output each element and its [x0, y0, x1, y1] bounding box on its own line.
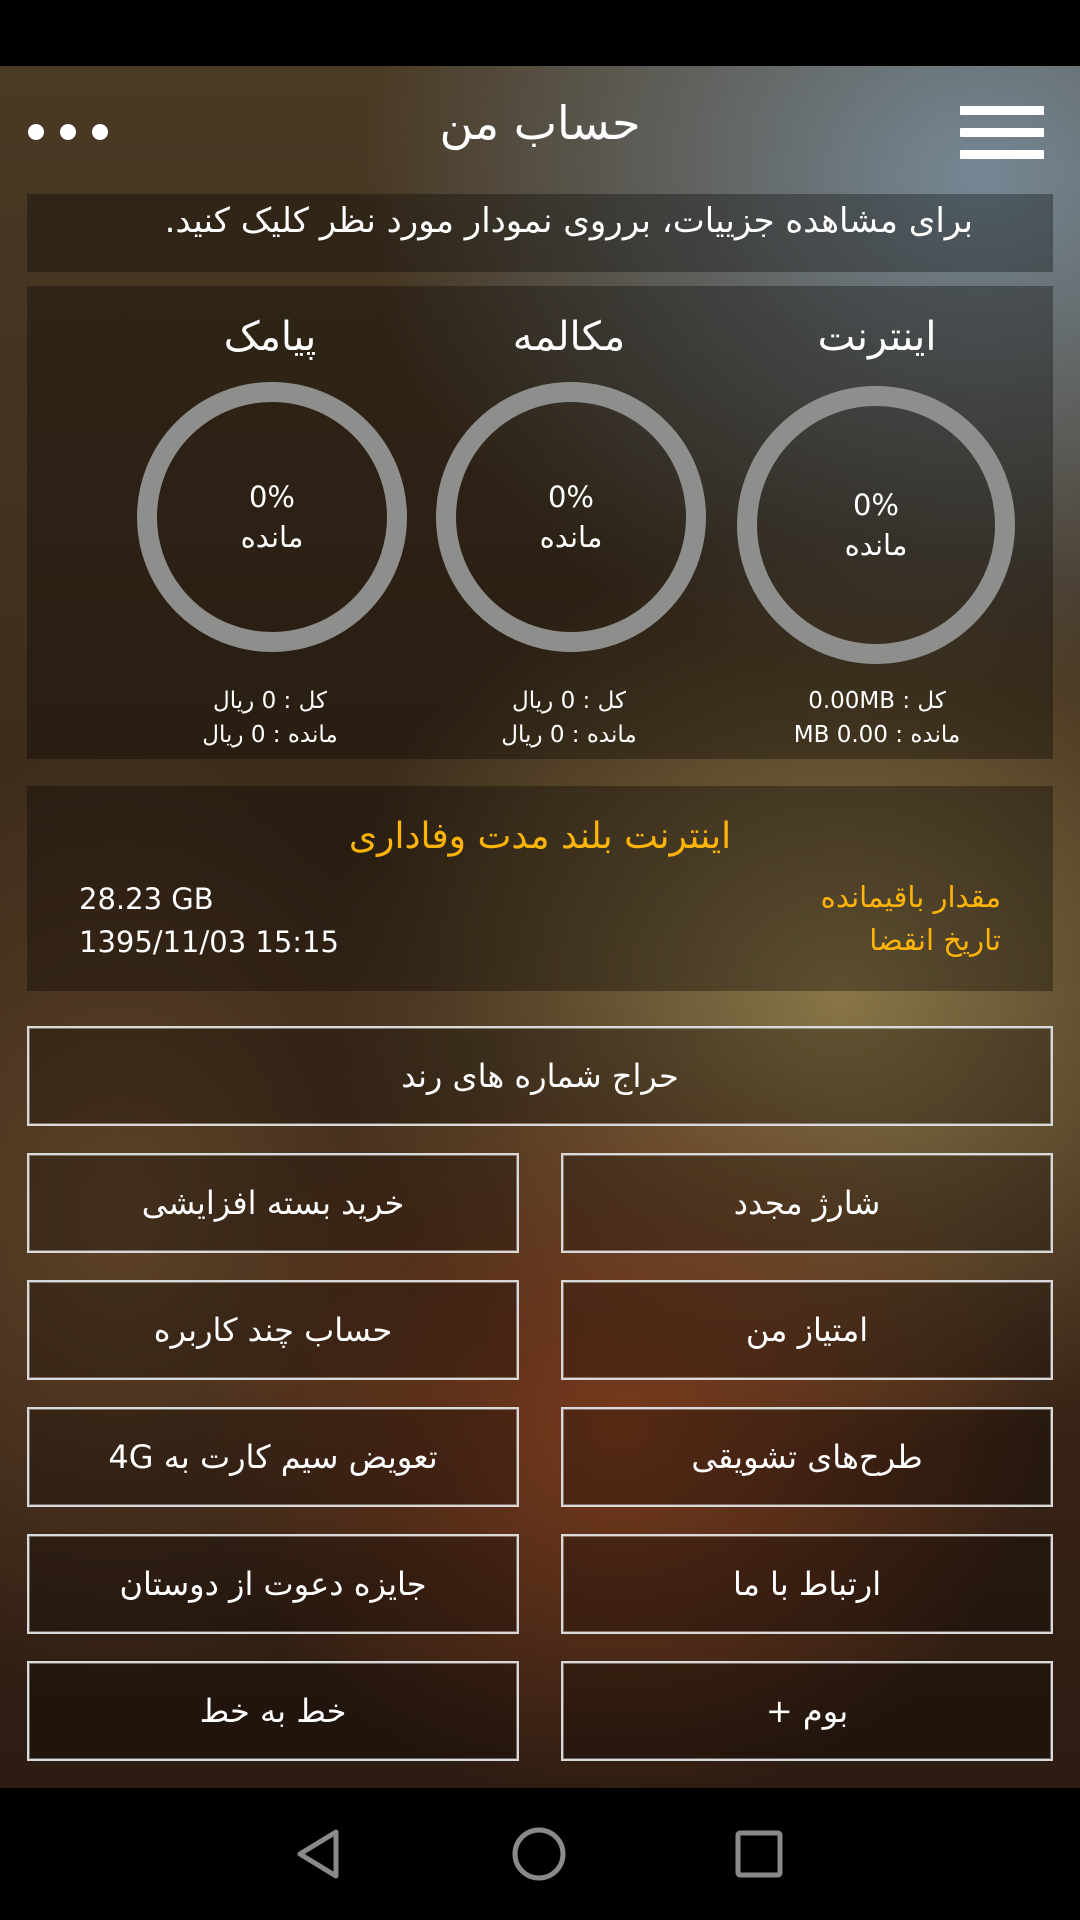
total-value: کل : 0 ریال: [213, 688, 327, 714]
percent-label: 0%: [248, 480, 295, 514]
status-bar: [0, 0, 1080, 66]
boom-plus-button[interactable]: بوم +: [561, 1661, 1053, 1761]
loyalty-title: اینترنت بلند مدت وفاداری: [348, 816, 732, 857]
line-to-line-button[interactable]: خط به خط: [27, 1661, 519, 1761]
chart-footer: [727, 684, 1027, 752]
invite-friends-button[interactable]: جایزه دعوت از دوستان: [27, 1534, 519, 1634]
app-header: [0, 66, 1080, 196]
calls-ring[interactable]: [436, 382, 706, 652]
internet-usage-chart[interactable]: [727, 286, 1027, 759]
hamburger-menu-button[interactable]: [958, 104, 1046, 164]
percent-label: 0%: [547, 480, 594, 514]
chart-title: مکالمه: [512, 314, 626, 360]
chart-footer: [419, 684, 719, 752]
usage-charts-panel: [27, 286, 1053, 759]
recents-square-icon[interactable]: [729, 1824, 789, 1884]
back-triangle-icon[interactable]: [290, 1824, 350, 1884]
more-options-button[interactable]: [28, 110, 128, 154]
expiry-date-label: تاریخ انقضا: [869, 923, 1001, 957]
total-value: کل : 0 ریال: [512, 688, 626, 714]
home-circle-icon[interactable]: [509, 1824, 569, 1884]
more-dots-icon: [28, 124, 44, 140]
percent-label: 0%: [852, 488, 899, 522]
chart-title: اینترنت: [817, 314, 937, 360]
recharge-button[interactable]: شارژ مجدد: [561, 1153, 1053, 1253]
remaining-label: مانده: [240, 520, 304, 554]
chart-title: پیامک: [223, 314, 317, 360]
more-dots-icon: [60, 124, 76, 140]
hamburger-menu-icon: [960, 128, 1044, 137]
round-number-auction-button[interactable]: حراج شماره های رند: [27, 1026, 1053, 1126]
chart-footer: [120, 684, 420, 752]
sms-usage-chart[interactable]: [120, 286, 420, 759]
contact-us-button[interactable]: ارتباط با ما: [561, 1534, 1053, 1634]
buy-package-button[interactable]: خرید بسته افزایشی: [27, 1153, 519, 1253]
sms-ring[interactable]: [137, 382, 407, 652]
my-points-button[interactable]: امتیاز من: [561, 1280, 1053, 1380]
total-value: کل : 0.00MB: [808, 688, 946, 714]
loyalty-internet-panel: [27, 786, 1053, 991]
multi-user-account-button[interactable]: حساب چند کاربره: [27, 1280, 519, 1380]
calls-usage-chart[interactable]: [419, 286, 719, 759]
remaining-label: مانده: [539, 520, 603, 554]
hamburger-menu-icon: [960, 106, 1044, 115]
promotions-button[interactable]: طرح‌های تشویقی: [561, 1407, 1053, 1507]
remaining-value: مانده : 0 ریال: [501, 722, 637, 748]
page-title: حساب من: [439, 96, 641, 150]
remaining-value: مانده : 0 ریال: [202, 722, 338, 748]
sim-4g-swap-button[interactable]: تعویض سیم کارت به 4G: [27, 1407, 519, 1507]
remaining-label: مانده: [844, 528, 908, 562]
internet-ring[interactable]: [737, 386, 1015, 664]
remaining-amount-label: مقدار باقیمانده: [820, 880, 1001, 914]
remaining-value: مانده : 0.00 MB: [793, 722, 961, 748]
hamburger-menu-icon: [960, 150, 1044, 159]
system-nav-bar: [0, 1788, 1080, 1920]
hint-banner: برای مشاهده جزییات، برروی نمودار مورد نظر کلیک کنید.: [27, 194, 1053, 272]
more-dots-icon: [92, 124, 108, 140]
app-screen: [0, 66, 1080, 1788]
expiry-date-value: 1395/11/03 15:15: [79, 925, 339, 959]
remaining-amount-value: 28.23 GB: [79, 882, 214, 916]
